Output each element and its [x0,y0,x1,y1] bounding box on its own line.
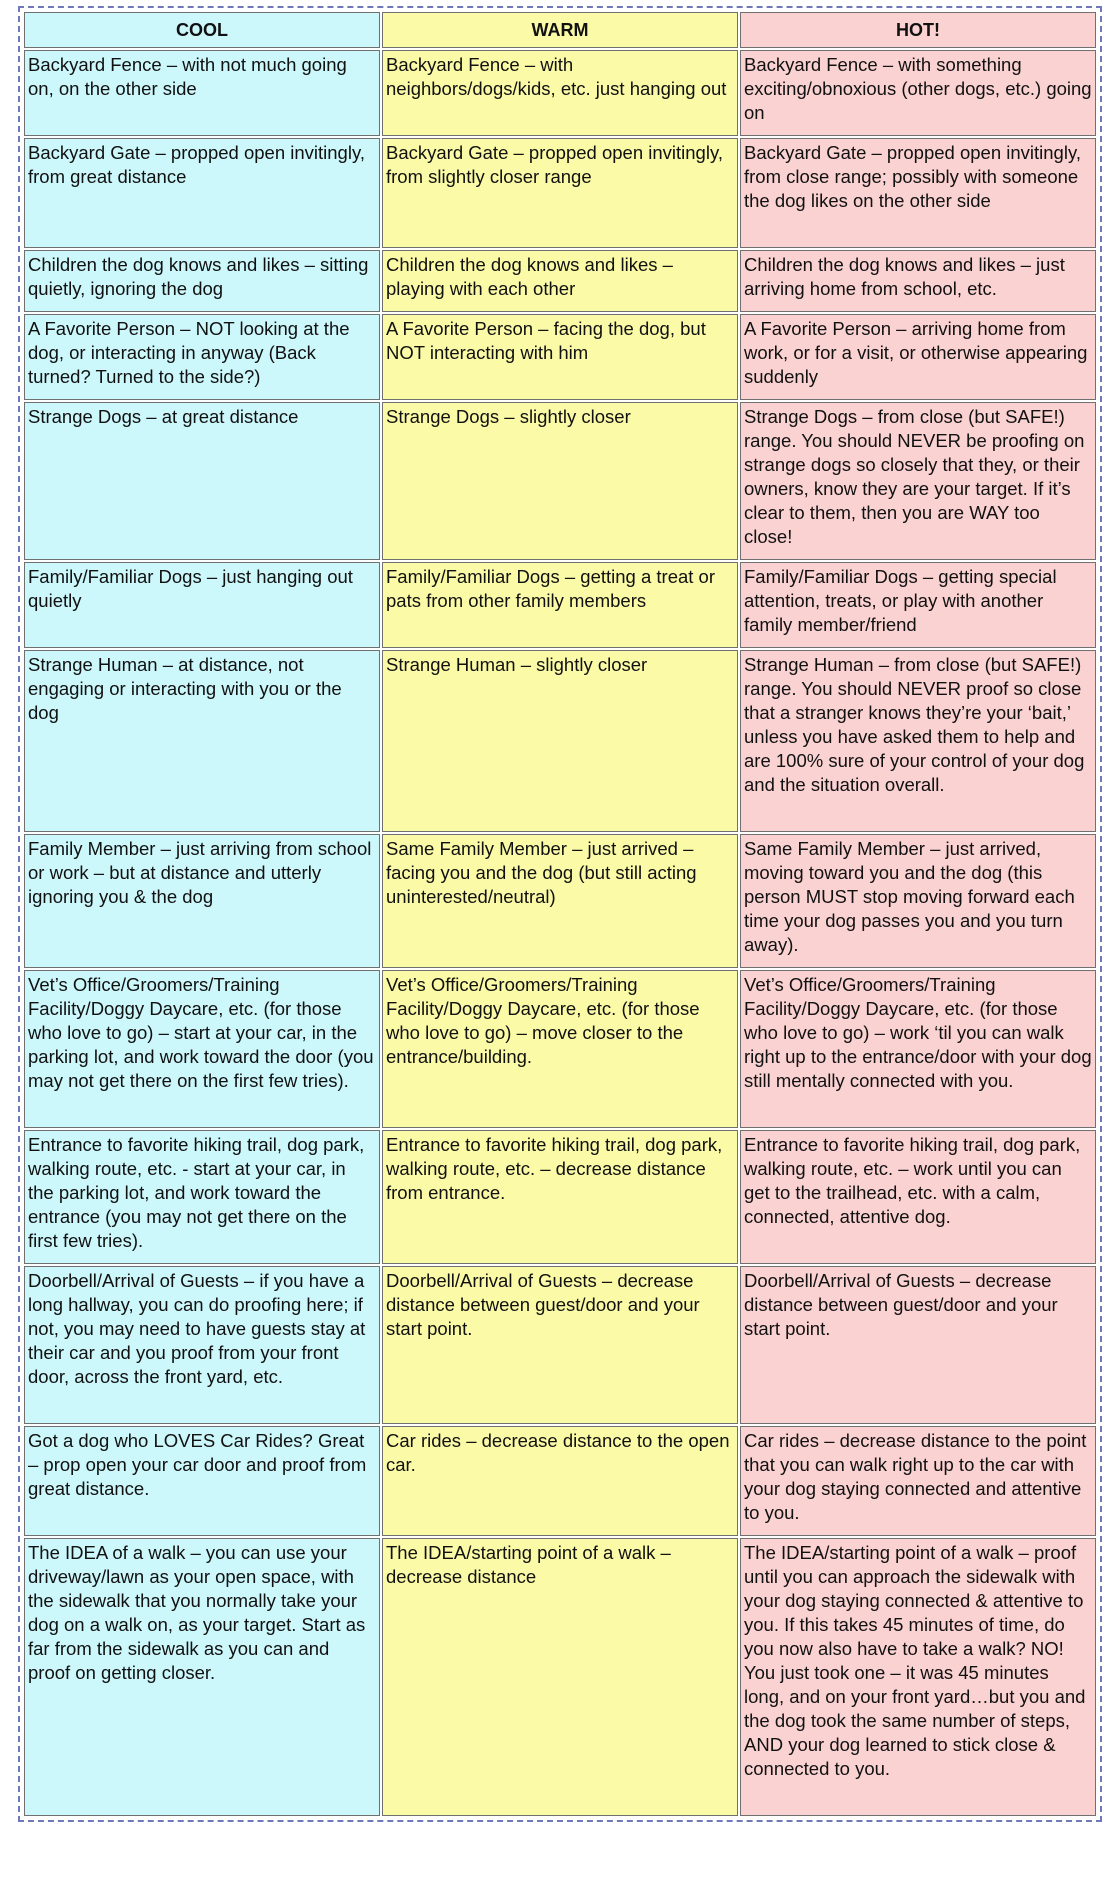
cell-hot: Backyard Fence – with something exciting/obnoxious (other dogs, etc.) going on [740,50,1096,136]
cell-hot: A Favorite Person – arriving home from work, or for a visit, or otherwise appearing suddenly [740,314,1096,400]
cell-cool: Family Member – just arriving from school or work – but at distance and utterly ignoring you & the dog [24,834,380,968]
cell-warm: Doorbell/Arrival of Guests – decrease distance between guest/door and your start point. [382,1266,738,1424]
cell-warm: Backyard Fence – with neighbors/dogs/kids, etc. just hanging out [382,50,738,136]
cell-warm: Family/Familiar Dogs – getting a treat or pats from other family members [382,562,738,648]
table-row [24,1130,1096,1264]
cell-cool: Entrance to favorite hiking trail, dog park, walking route, etc. - start at your car, in the parking lot, and work toward the entrance (you may not get there on the first few tries). [24,1130,380,1264]
cell-cool: Vet’s Office/Groomers/Training Facility/Doggy Daycare, etc. (for those who love to go) – start at your car, in the parking lot, and work toward the door (you may not get there on the first few tries). [24,970,380,1128]
cell-hot: The IDEA/starting point of a walk – proof until you can approach the sidewalk with your dog staying connected & attentive to you. If this takes 45 minutes of time, do you now also have to take a walk? NO! You just took one – it was 45 minutes long, and on your front yard…but you and the dog took the same number of steps, AND your dog learned to stick close & connected to you. [740,1538,1096,1816]
table-row [24,1426,1096,1536]
table-row [24,970,1096,1128]
cell-warm: Entrance to favorite hiking trail, dog park, walking route, etc. – decrease distance from entrance. [382,1130,738,1264]
table-row [24,1538,1096,1816]
cell-cool: Family/Familiar Dogs – just hanging out quietly [24,562,380,648]
cell-cool: Got a dog who LOVES Car Rides? Great – prop open your car door and proof from great distance. [24,1426,380,1536]
cell-warm: Strange Human – slightly closer [382,650,738,832]
cell-cool: A Favorite Person – NOT looking at the dog, or interacting in anyway (Back turned? Turned to the side?) [24,314,380,400]
cell-hot: Same Family Member – just arrived, moving toward you and the dog (this person MUST stop moving forward each time your dog passes you and you turn away). [740,834,1096,968]
cell-cool: Children the dog knows and likes – sitting quietly, ignoring the dog [24,250,380,312]
cell-warm: Vet’s Office/Groomers/Training Facility/Doggy Daycare, etc. (for those who love to go) – move closer to the entrance/building. [382,970,738,1128]
table-row [24,50,1096,136]
cell-cool: Strange Dogs – at great distance [24,402,380,560]
cell-cool: Strange Human – at distance, not engaging or interacting with you or the dog [24,650,380,832]
cell-cool: The IDEA of a walk – you can use your driveway/lawn as your open space, with the sidewalk that you normally take your dog on a walk on, as your target. Start as far from the sidewalk as you can and proof on getting closer. [24,1538,380,1816]
cell-warm: The IDEA/starting point of a walk – decrease distance [382,1538,738,1816]
cell-warm: Strange Dogs – slightly closer [382,402,738,560]
header-hot: HOT! [740,12,1096,48]
table-row [24,562,1096,648]
cell-hot: Family/Familiar Dogs – getting special attention, treats, or play with another family member/friend [740,562,1096,648]
cell-warm: Backyard Gate – propped open invitingly, from slightly closer range [382,138,738,248]
cell-warm: Children the dog knows and likes – playing with each other [382,250,738,312]
cell-cool: Doorbell/Arrival of Guests – if you have a long hallway, you can do proofing here; if not, you may need to have guests stay at their car and you proof from your front door, across the front yard, etc. [24,1266,380,1424]
cell-hot: Entrance to favorite hiking trail, dog park, walking route, etc. – work until you can get to the trailhead, etc. with a calm, connected, attentive dog. [740,1130,1096,1264]
proofing-chart-frame [18,6,1102,1822]
table-row [24,402,1096,560]
header-cool: COOL [24,12,380,48]
cell-cool: Backyard Fence – with not much going on, on the other side [24,50,380,136]
table-row [24,250,1096,312]
header-row [24,12,1096,48]
table-row [24,138,1096,248]
table-row [24,314,1096,400]
cell-hot: Children the dog knows and likes – just arriving home from school, etc. [740,250,1096,312]
cell-hot: Strange Dogs – from close (but SAFE!) range. You should NEVER be proofing on strange dogs so closely that they, or their owners, know they are your target. If it’s clear to them, then you are WAY too close! [740,402,1096,560]
header-warm: WARM [382,12,738,48]
cell-warm: Same Family Member – just arrived – facing you and the dog (but still acting uninterested/neutral) [382,834,738,968]
cell-hot: Strange Human – from close (but SAFE!) range. You should NEVER proof so close that a stranger knows they’re your ‘bait,’ unless you have asked them to help and are 100% sure of your control of your dog and the situation overall. [740,650,1096,832]
table-body [24,50,1096,1816]
cell-warm: Car rides – decrease distance to the open car. [382,1426,738,1536]
proofing-table [22,10,1098,1818]
table-row [24,650,1096,832]
cell-hot: Vet’s Office/Groomers/Training Facility/Doggy Daycare, etc. (for those who love to go) – work ‘til you can walk right up to the entrance/door with your dog still mentally connected with you. [740,970,1096,1128]
cell-cool: Backyard Gate – propped open invitingly, from great distance [24,138,380,248]
cell-warm: A Favorite Person – facing the dog, but NOT interacting with him [382,314,738,400]
cell-hot: Backyard Gate – propped open invitingly, from close range; possibly with someone the dog likes on the other side [740,138,1096,248]
table-row [24,834,1096,968]
table-row [24,1266,1096,1424]
cell-hot: Doorbell/Arrival of Guests – decrease distance between guest/door and your start point. [740,1266,1096,1424]
cell-hot: Car rides – decrease distance to the point that you can walk right up to the car with your dog staying connected and attentive to you. [740,1426,1096,1536]
